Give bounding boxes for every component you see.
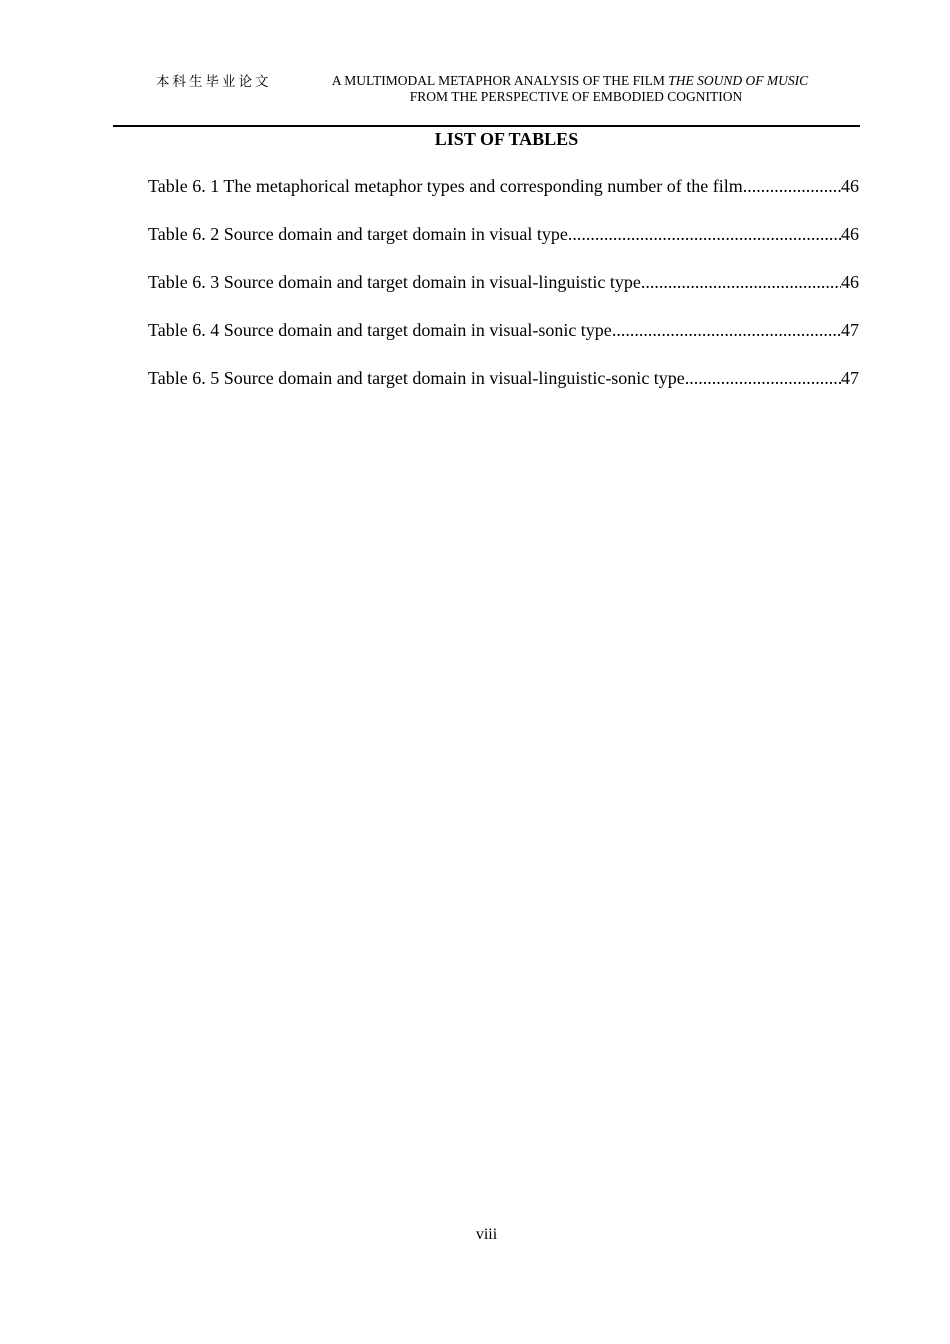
toc-entry-page: 46: [841, 224, 859, 244]
header-title-prefix: A MULTIMODAL METAPHOR ANALYSIS OF THE FILM: [331, 73, 669, 88]
header-divider: [113, 125, 860, 127]
toc-entry-page: 46: [841, 272, 859, 292]
toc-entry-page: 47: [841, 320, 859, 340]
header-title-line1: [300, 73, 840, 89]
page-title: LIST OF TABLES: [434, 129, 579, 149]
toc-entry[interactable]: [148, 224, 859, 272]
toc-entry-text: Table 6. 5 Source domain and target domain in visual-linguistic-sonic type: [148, 368, 685, 388]
toc-entry[interactable]: [148, 368, 859, 416]
table-list: [148, 176, 859, 416]
toc-entry-text: Table 6. 3 Source domain and target domain in visual-linguistic type: [148, 272, 641, 292]
toc-entry[interactable]: [148, 320, 859, 368]
toc-entry-page: 46: [841, 176, 859, 196]
toc-entry-text: Table 6. 1 The metaphorical metaphor types and corresponding number of the film: [148, 176, 743, 196]
header-chinese-label: 本科生毕业论文: [156, 74, 272, 90]
dot-leader: [743, 176, 841, 197]
header-title-line2: FROM THE PERSPECTIVE OF EMBODIED COGNITION: [409, 89, 743, 104]
toc-entry[interactable]: [148, 176, 859, 224]
toc-entry-text: Table 6. 4 Source domain and target domain in visual-sonic type: [148, 320, 612, 340]
toc-entry-page: 47: [841, 368, 859, 388]
header-film-title: THE SOUND OF MUSIC: [668, 73, 809, 88]
header-thesis-title: [300, 73, 840, 105]
toc-entry-text: Table 6. 2 Source domain and target domain in visual type: [148, 224, 568, 244]
dot-leader: [568, 224, 841, 245]
toc-entry[interactable]: [148, 272, 859, 320]
page-number: viii: [475, 1226, 498, 1243]
dot-leader: [612, 320, 841, 341]
dot-leader: [641, 272, 841, 293]
dot-leader: [685, 368, 841, 389]
